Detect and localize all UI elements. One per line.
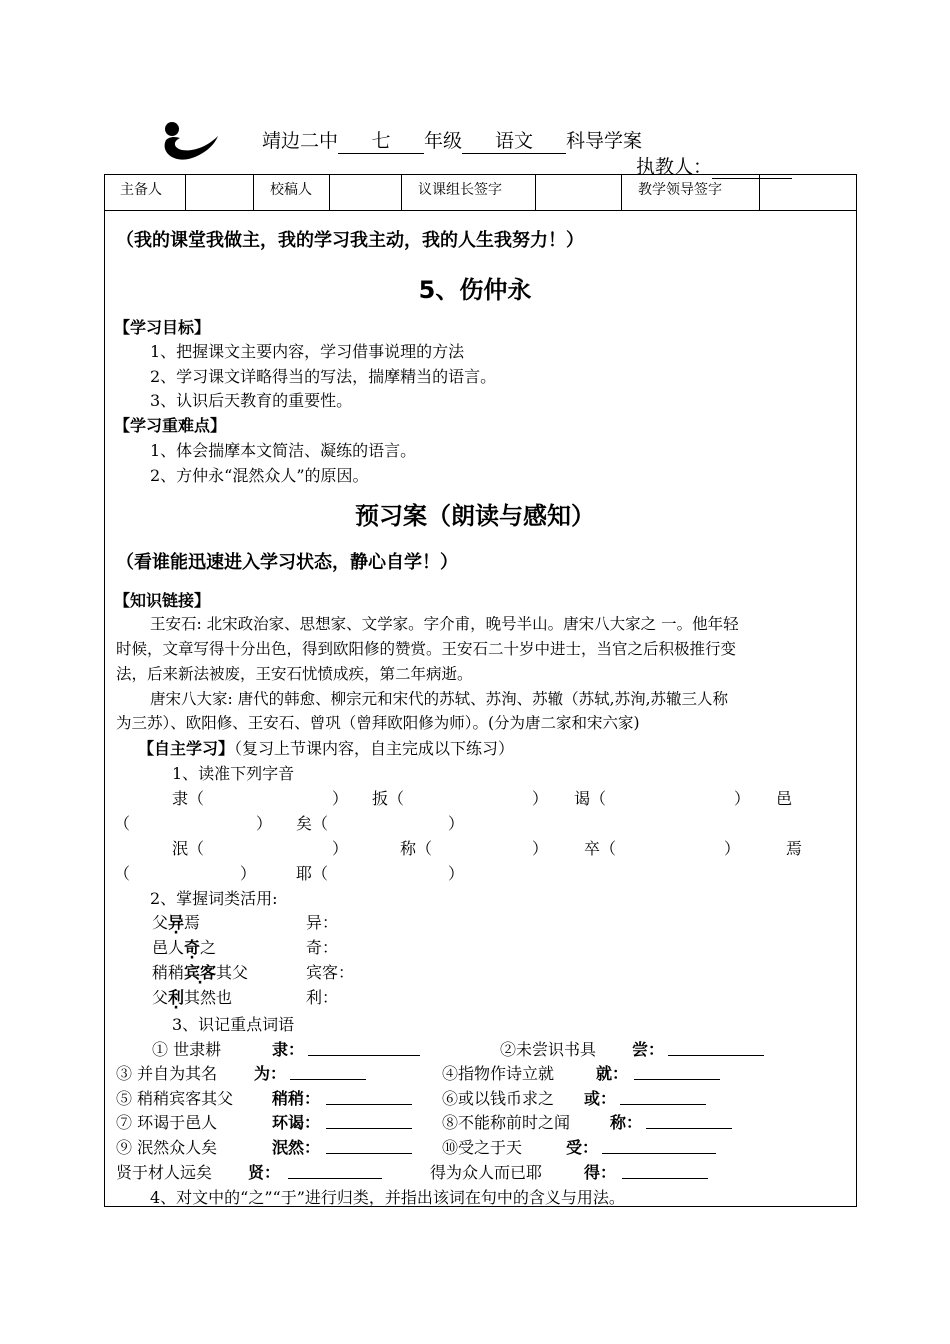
usage-sentence — [152, 935, 216, 958]
subject-value: 语文 — [462, 126, 566, 154]
sign-cell-checker: 校稿人 — [254, 174, 330, 210]
usage-post: 焉 — [184, 913, 201, 932]
vocab-answer-blank[interactable] — [622, 1160, 708, 1179]
char-prompt: 焉 — [786, 839, 803, 858]
vocab-answer-blank[interactable] — [290, 1061, 366, 1080]
goal-item: 2、学习课文详略得当的写法，揣摩精当的语言。 — [150, 367, 497, 386]
usage-pre: 稍稍 — [152, 963, 185, 982]
sign-cell-checker-value[interactable] — [330, 174, 402, 210]
vocab-word: 受： — [566, 1138, 599, 1157]
vocab-word: 贤： — [248, 1163, 281, 1182]
char-prompt: 耶（ — [296, 864, 329, 883]
vocab-answer-blank[interactable] — [326, 1110, 412, 1129]
vocab-word: 尝： — [632, 1040, 665, 1059]
vocab-answer-blank[interactable] — [668, 1037, 764, 1056]
vocab-answer-blank[interactable] — [326, 1086, 412, 1105]
knowledge-line: 为三苏）、欧阳修、王安石、曾巩（曾拜欧阳修为师）。(分为唐二家和宋六家) — [116, 714, 640, 732]
vocab-sentence: ⑩受之于天 — [442, 1138, 523, 1157]
goals-heading: 【学习目标】 — [114, 318, 211, 337]
difficulty-item: 2、方仲永“混然众人”的原因。 — [150, 466, 369, 485]
vocab-word: 环谒： — [272, 1113, 321, 1132]
char-prompt: 矣（ — [296, 814, 329, 833]
usage-label: 宾客： — [306, 963, 355, 982]
usage-pre: 邑人 — [152, 938, 185, 957]
signature-row — [104, 174, 857, 211]
goal-item: 1、把握课文主要内容，学习借事说理的方法 — [150, 342, 465, 361]
char-prompt: （ — [114, 814, 131, 833]
knowledge-line: 法，后来新法被废，王安石忧愤成疾，第二年病逝。 — [116, 665, 473, 683]
vocab-answer-blank[interactable] — [646, 1110, 732, 1129]
vocab-sentence: ① 世隶耕 — [152, 1040, 222, 1059]
char-prompt: 扳（ — [372, 789, 405, 808]
vocab-word: 为： — [254, 1064, 287, 1083]
usage-pre: 父 — [152, 913, 169, 932]
teacher-label: 执教人： — [636, 156, 713, 178]
vocab-word: 隶： — [272, 1040, 305, 1059]
char-prompt: 谒（ — [574, 789, 607, 808]
char-close: ） — [734, 789, 751, 808]
vocab-sentence: ⑥或以钱币求之 — [442, 1089, 555, 1108]
self-study-note: （复习上节课内容，自主完成以下练习） — [234, 739, 515, 758]
school-name: 靖边二中 — [262, 130, 339, 152]
char-close: ） — [532, 789, 549, 808]
char-prompt: 邑 — [776, 789, 793, 808]
char-close: ） — [724, 839, 741, 858]
char-close: ） — [256, 814, 273, 833]
vocab-word: 稍稍： — [272, 1089, 321, 1108]
q3-title: 3、识记重点词语 — [172, 1015, 295, 1034]
header-suffix: 科导学案 — [566, 130, 643, 152]
vocab-answer-blank[interactable] — [620, 1086, 706, 1105]
lesson-title: 5、伤仲永 — [418, 276, 532, 304]
usage-key: 宾客 — [184, 963, 217, 982]
char-close: ） — [448, 864, 465, 883]
vocab-sentence: ⑧不能称前时之闻 — [442, 1113, 571, 1132]
vocab-sentence: ⑤ 稍稍宾客其父 — [116, 1089, 234, 1108]
usage-sentence — [152, 960, 248, 983]
usage-post: 之 — [200, 938, 217, 957]
vocab-sentence: ⑦ 环谒于邑人 — [116, 1113, 218, 1132]
char-close: ） — [332, 839, 349, 858]
vocab-word: 就： — [596, 1064, 629, 1083]
usage-label: 利： — [306, 988, 339, 1007]
char-prompt: 泯（ — [172, 839, 205, 858]
usage-label: 异： — [306, 913, 339, 932]
vocab-answer-blank[interactable] — [634, 1061, 720, 1080]
self-study-header — [138, 736, 514, 759]
vocab-sentence: 得为众人而已耶 — [430, 1163, 543, 1182]
char-prompt: 卒（ — [584, 839, 617, 858]
usage-sentence — [152, 985, 232, 1008]
q2-title: 2、掌握词类活用: — [150, 889, 278, 908]
preview-title: 预习案（朗读与感知） — [355, 502, 595, 530]
sign-cell-director-value[interactable] — [760, 174, 857, 210]
vocab-answer-blank[interactable] — [326, 1135, 412, 1154]
difficulty-item: 1、体会揣摩本文简洁、凝练的语言。 — [150, 441, 417, 460]
page-header — [262, 126, 642, 154]
knowledge-line: 唐宋八大家: 唐代的韩愈、柳宗元和宋代的苏轼、苏洵、苏辙（苏轼,苏洵,苏辙三人称 — [150, 690, 729, 708]
motto-1: （我的课堂我做主，我的学习我主动，我的人生我努力！） — [116, 230, 584, 251]
char-close: ） — [240, 864, 257, 883]
usage-post: 其父 — [216, 963, 249, 982]
vocab-word: 泯然： — [272, 1138, 321, 1157]
motto-2: （看谁能迅速进入学习状态，静心自学！） — [116, 552, 458, 573]
grade-value: 七 — [338, 126, 424, 154]
char-close: ） — [448, 814, 465, 833]
char-prompt: 称（ — [400, 839, 433, 858]
sign-cell-leader-value[interactable] — [536, 174, 622, 210]
char-prompt: （ — [114, 864, 131, 883]
vocab-answer-blank[interactable] — [308, 1037, 420, 1056]
usage-pre: 父 — [152, 988, 169, 1007]
knowledge-line: 时候，文章写得十分出色，得到欧阳修的赞赏。王安石二十岁中进士，当官之后积极推行变 — [116, 640, 737, 658]
vocab-sentence: ⑨ 泯然众人矣 — [116, 1138, 218, 1157]
sign-cell-leader: 议课组长签字 — [402, 174, 536, 210]
usage-label: 奇： — [306, 938, 339, 957]
knowledge-line: 王安石: 北宋政治家、思想家、文学家。字介甫，晚号半山。唐宋八大家之 一。他年轻 — [150, 615, 739, 633]
usage-key: 异 — [168, 913, 185, 932]
vocab-sentence: ③ 并自为其名 — [116, 1064, 218, 1083]
usage-key: 利 — [168, 988, 185, 1007]
vocab-sentence: ②未尝识书具 — [500, 1040, 597, 1059]
usage-key: 奇 — [184, 938, 201, 957]
knowledge-heading: 【知识链接】 — [114, 591, 211, 610]
vocab-word: 或： — [584, 1089, 617, 1108]
sign-cell-preparer-value[interactable] — [186, 174, 254, 210]
vocab-word: 得： — [584, 1163, 617, 1182]
q1-title: 1、读准下列字音 — [172, 764, 295, 783]
school-logo — [158, 118, 220, 166]
vocab-word: 称： — [610, 1113, 643, 1132]
self-study-heading: 【自主学习】 — [138, 739, 235, 758]
usage-sentence — [152, 910, 200, 933]
vocab-answer-blank[interactable] — [288, 1160, 382, 1179]
usage-post: 其然也 — [184, 988, 233, 1007]
sign-cell-preparer: 主备人 — [104, 174, 186, 210]
char-close: ） — [332, 789, 349, 808]
vocab-answer-blank[interactable] — [602, 1135, 716, 1154]
grade-label: 年级 — [424, 130, 463, 152]
vocab-sentence: 贤于材人远矣 — [116, 1163, 213, 1182]
difficulty-heading: 【学习重难点】 — [114, 416, 227, 435]
q4-title: 4、对文中的“之”“于”进行归类，并指出该词在句中的含义与用法。 — [150, 1188, 625, 1207]
sign-cell-director: 教学领导签字 — [622, 174, 760, 210]
char-close: ） — [532, 839, 549, 858]
vocab-sentence: ④指物作诗立就 — [442, 1064, 555, 1083]
goal-item: 3、认识后天教育的重要性。 — [150, 391, 353, 410]
char-prompt: 隶（ — [172, 789, 205, 808]
